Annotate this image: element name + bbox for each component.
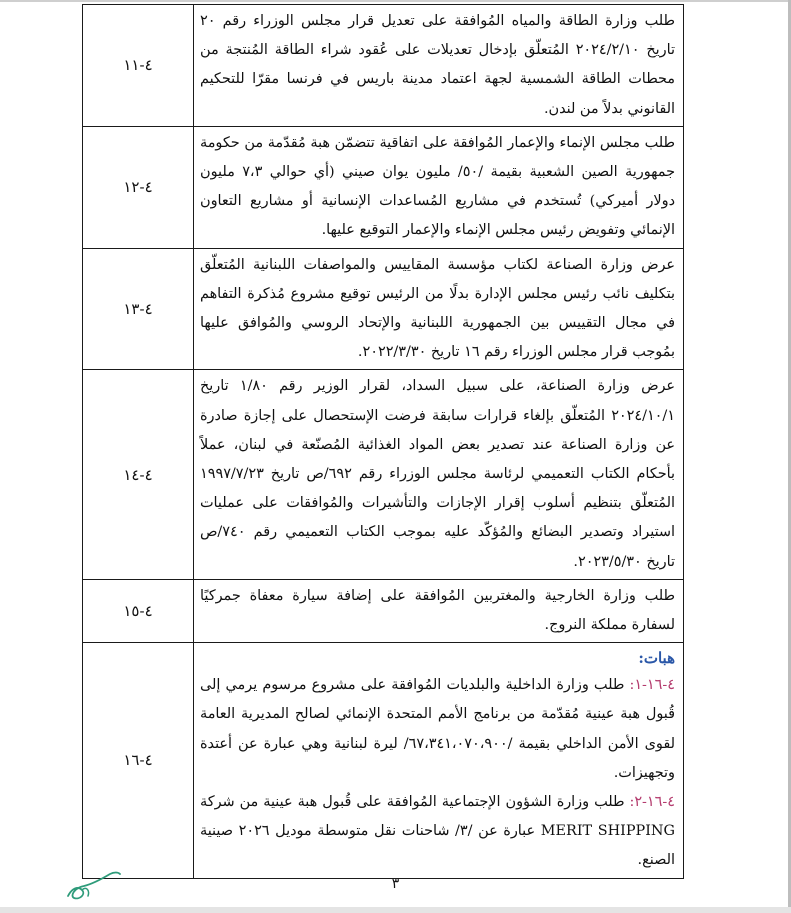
table-row [83,126,684,248]
agenda-table [82,4,684,879]
page-number: ٣ [391,876,400,892]
grant-item-text: طلب وزارة الداخلية والبلديات المُوافقة على مشروع مرسوم يرمي إلى قُبول هبة عينية مُقدّمة من برنامج الأمم المتحدة الإنمائي لصالح المديرية العامة لقوى الأمن الداخلي بقيمة /٦٧،٣٤١،٠٧٠،٩٠٠/ ليرة لبنانية وهي عبارة عن أعتدة وتجهيزات. [200,677,675,781]
item-number: ٤-١٦ [83,643,194,878]
grants-heading: هبات: [638,649,675,668]
grant-item-number: ٤-١٦-١: [629,677,675,694]
item-text: طلب مجلس الإنماء والإعمار المُوافقة على اتفاقية تتضمّن هبة مُقدّمة من حكومة جمهورية الصين الشعبية بقيمة /٥٠/ مليون يوان صيني (أي حوالي ٧،٣ مليون دولار أميركي) تُستخدم في مشاريع المُساعدات الإنسانية أو مشاريع التعاون الإنمائي وتفويض رئيس مجلس الإنماء والإعمار التوقيع عليها. [194,126,684,248]
grants-cell [194,643,684,878]
item-number: ٤-١٢ [83,126,194,248]
grant-item-text: طلب وزارة الشؤون الإجتماعية المُوافقة على قُبول هبة عينية من شركة MERIT SHIPPING عبارة عن /٣/ شاحنات نقل متوسطة موديل ٢٠٢٦ صينية الصنع. [200,794,675,869]
item-number: ٤-١٤ [83,370,194,579]
item-text: عرض وزارة الصناعة، على سبيل السداد، لقرار الوزير رقم ١/٨٠ تاريخ ٢٠٢٤/١٠/١ المُتعلّق بإلغاء قرارات سابقة فرضت الإستحصال على إجازة صادرة عن وزارة الصناعة عند تصدير بعض المواد الغذائية المُصنّعة في لبنان، عملاً بأحكام الكتاب التعميمي لرئاسة مجلس الوزراء رقم ٦٩٢/ص تاريخ ١٩٩٧/٧/٢٣ المُتعلّق بتنظيم أسلوب إقرار الإجازات والتأشيرات والمُوافقات على عمليات استيراد وتصدير البضائع والمُؤكّد عليه بموجب الكتاب التعميمي رقم ٧٤٠/ص تاريخ ٢٠٢٣/٥/٣٠. [194,370,684,579]
table-row [83,5,684,127]
grant-item-number: ٤-١٦-٢: [629,794,675,811]
top-edge [0,0,791,2]
bottom-edge [0,907,791,913]
table-row [83,579,684,642]
table-row [83,370,684,579]
table-row [83,643,684,878]
item-number: ٤-١٣ [83,248,194,370]
table-row [83,248,684,370]
grant-item [200,788,675,876]
grant-item [200,671,675,788]
initials-signature [62,866,126,904]
item-number: ٤-١٥ [83,579,194,642]
item-text: طلب وزارة الطاقة والمياه المُوافقة على تعديل قرار مجلس الوزراء رقم ٢٠ تاريخ ٢٠٢٤/٢/١٠ المُتعلّق بإدخال تعديلات على عُقود شراء الطاقة المُنتجة من محطات الطاقة الشمسية لجهة اعتماد مدينة باريس في فرنسا مقرّا للتحكيم القانوني بدلاً من لندن. [194,5,684,127]
item-text: عرض وزارة الصناعة لكتاب مؤسسة المقاييس والمواصفات اللبنانية المُتعلّق بتكليف نائب رئيس مجلس الإدارة بدلًا من الرئيس توقيع مشروع مُذكرة التفاهم في مجال التقييس بين الجمهورية اللبنانية والإتحاد الروسي والمُوافق عليها بمُوجب قرار مجلس الوزراء رقم ١٦ تاريخ ٢٠٢٢/٣/٣٠. [194,248,684,370]
item-text: طلب وزارة الخارجية والمغتربين المُوافقة على إضافة سيارة معفاة جمركيًا لسفارة مملكة النروج. [194,579,684,642]
item-number: ٤-١١ [83,5,194,127]
